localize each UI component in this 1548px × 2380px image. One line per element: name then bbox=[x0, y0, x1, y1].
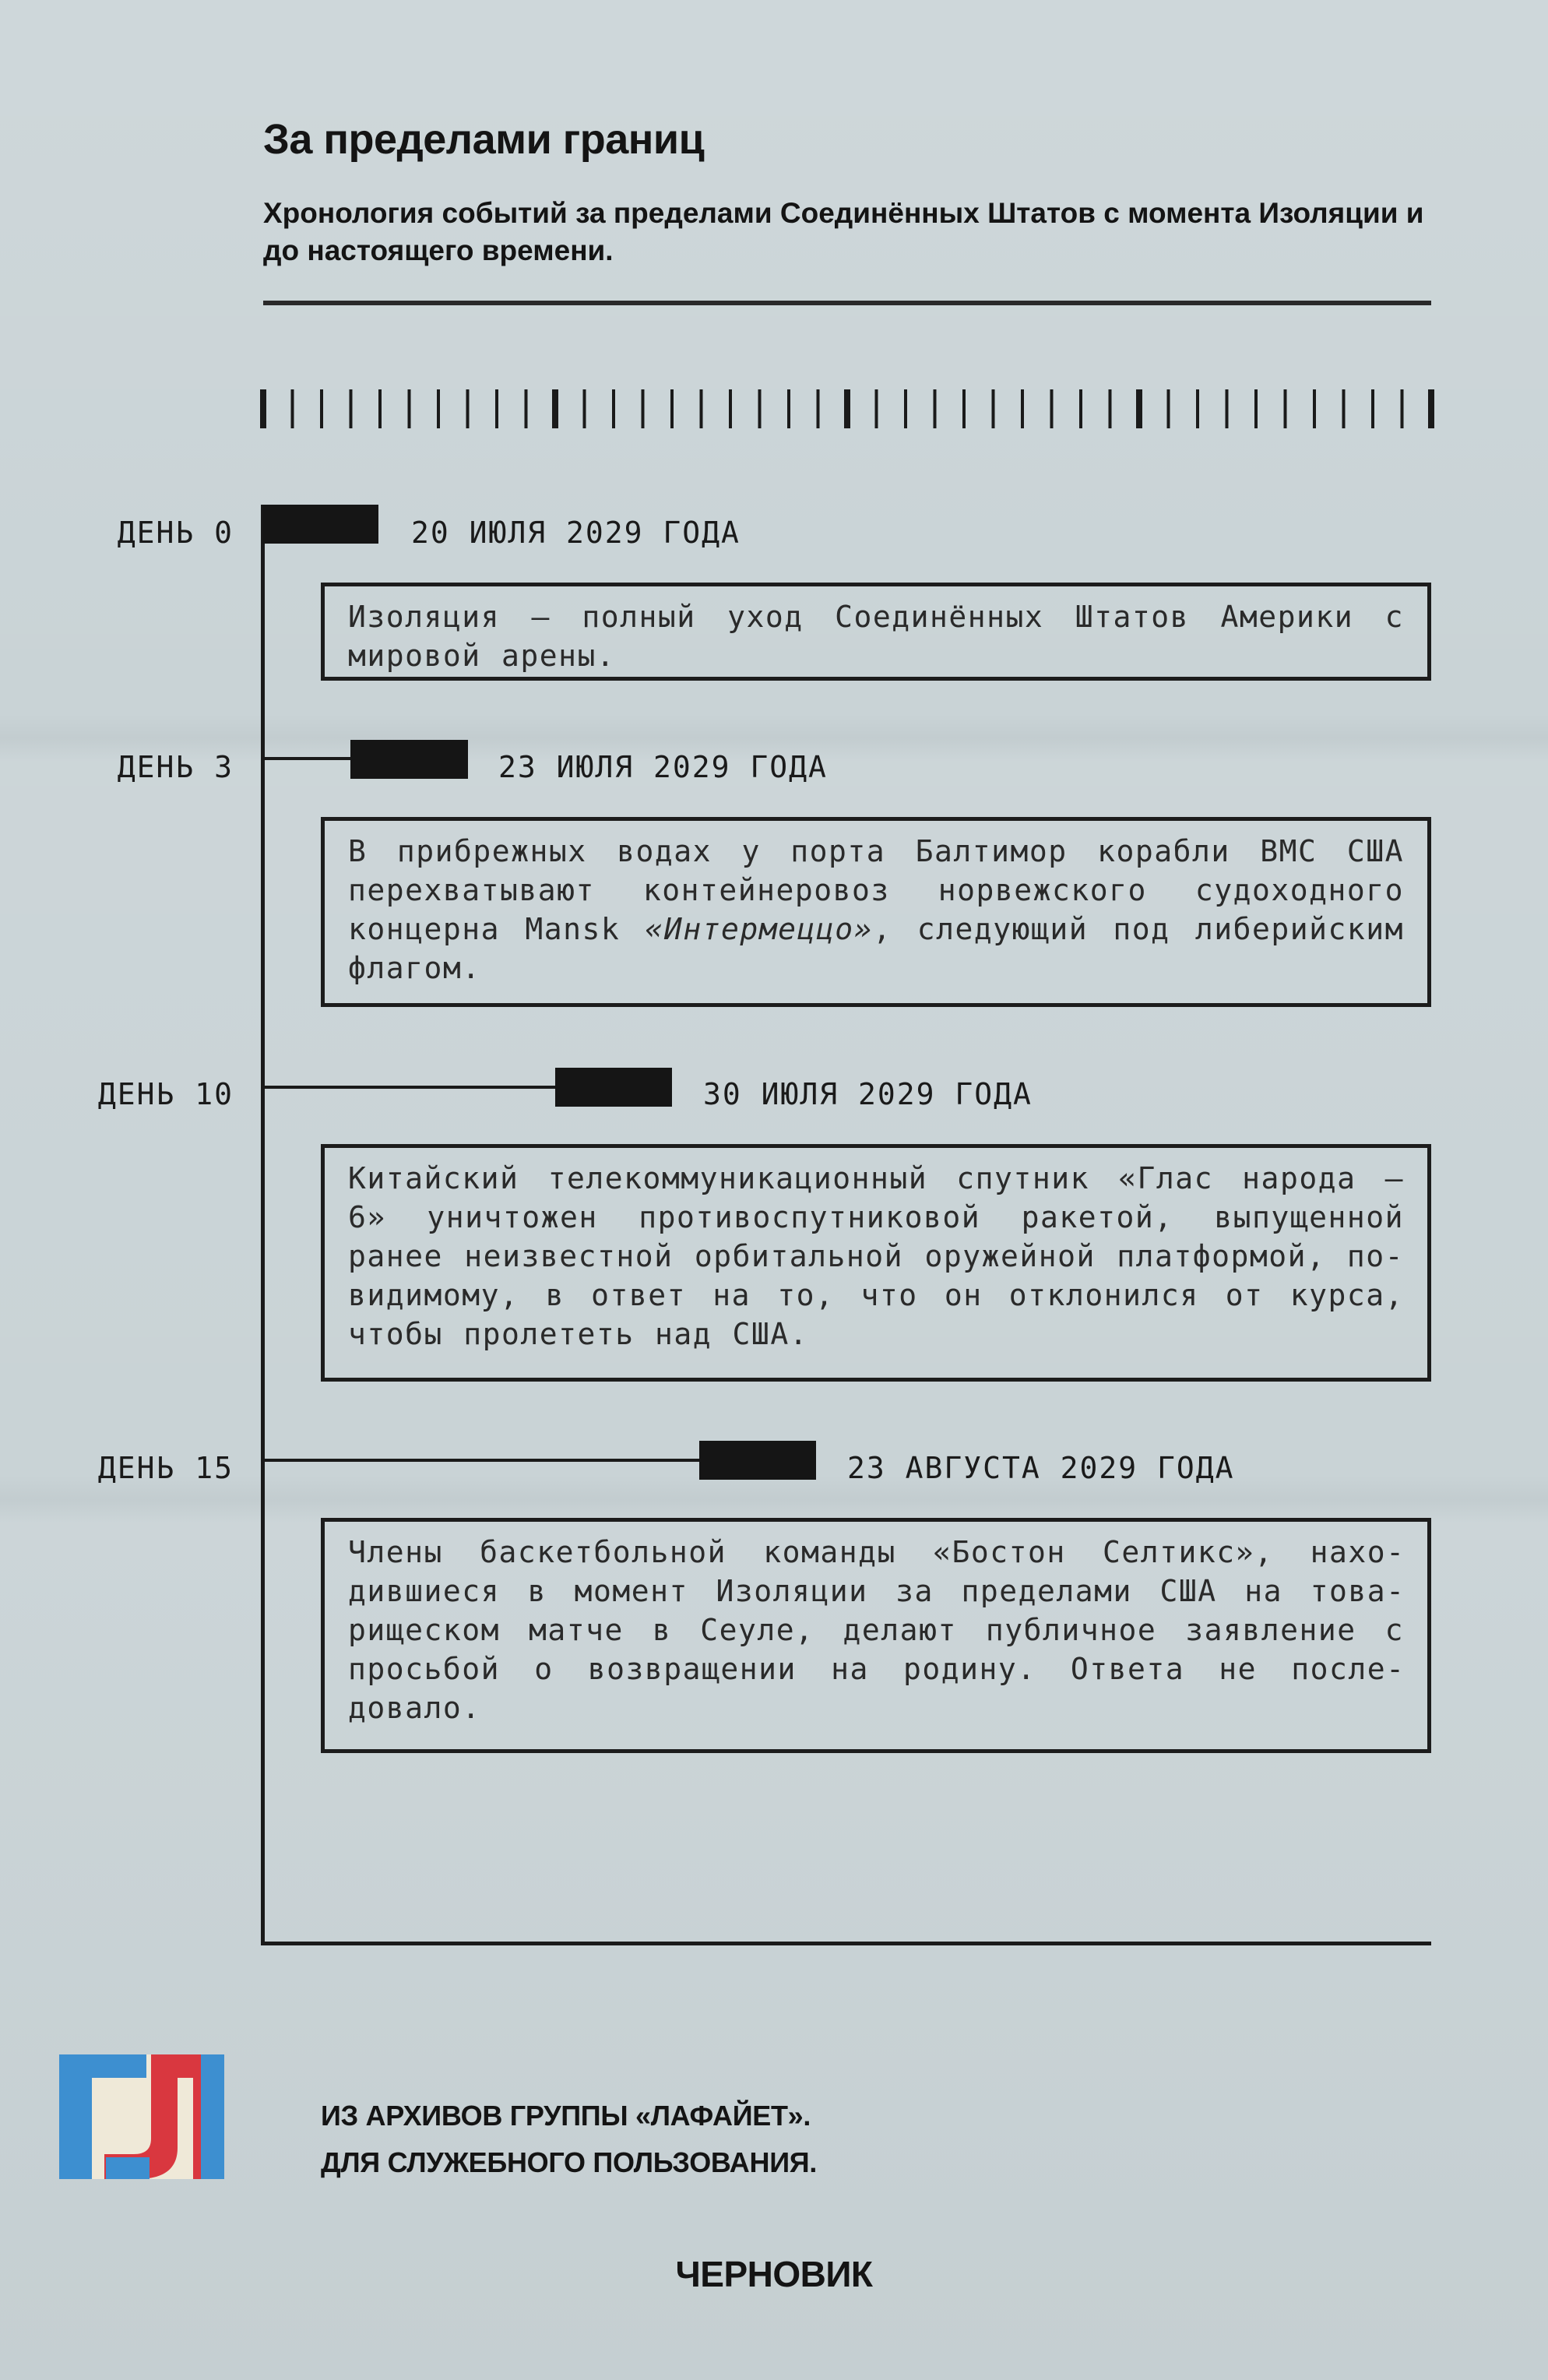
page-subtitle: Хронология событий за пределами Соединённых Штатов с момента Изоляции и до настоящего времени. bbox=[263, 197, 1424, 266]
day-label: ДЕНЬ 15 bbox=[97, 1451, 234, 1485]
event-marker bbox=[699, 1441, 816, 1480]
timeline-axis bbox=[261, 505, 265, 1945]
event-description: В прибрежных водах у порта Балтимор корабли ВМС США перехватывают контейнеровоз норвежского судоходного концерна Mansk «Интермеццо», следующий под либерийским флагом. bbox=[348, 834, 1404, 985]
page-title: За пределами границ bbox=[263, 116, 705, 163]
event-connector bbox=[262, 1459, 701, 1462]
event-connector bbox=[262, 1086, 557, 1089]
event-card bbox=[321, 583, 1431, 681]
day-label: ДЕНЬ 10 bbox=[97, 1077, 234, 1111]
lafayette-logo bbox=[59, 2054, 224, 2179]
day-label: ДЕНЬ 3 bbox=[117, 750, 234, 784]
event-date: 30 ИЮЛЯ 2029 ГОДА bbox=[703, 1077, 1033, 1111]
classification-line: ДЛЯ СЛУЖЕБНОГО ПОЛЬЗОВАНИЯ. bbox=[321, 2146, 818, 2178]
event-card bbox=[321, 1518, 1431, 1753]
event-marker bbox=[262, 505, 378, 544]
archive-line: ИЗ АРХИВОВ ГРУППЫ «ЛАФАЙЕТ». bbox=[321, 2100, 811, 2132]
event-marker bbox=[555, 1068, 672, 1107]
event-description: Члены баскетбольной команды «Бостон Селтикс», находившиеся в момент Изоляции за пределами США на товарищеском матче в Сеуле, делают публичное заявление с просьбой о возвращении на родину. Ответа не последовало. bbox=[348, 1535, 1404, 1725]
event-description: Изоляция – полный уход Соединённых Штатов Америки с мировой арены. bbox=[348, 600, 1404, 673]
event-card bbox=[321, 817, 1431, 1007]
day-label: ДЕНЬ 0 bbox=[117, 516, 234, 550]
event-date: 23 АВГУСТА 2029 ГОДА bbox=[847, 1451, 1235, 1485]
draft-stamp: ЧЕРНОВИК bbox=[675, 2254, 873, 2294]
event-date: 23 ИЮЛЯ 2029 ГОДА bbox=[498, 750, 828, 784]
event-date: 20 ИЮЛЯ 2029 ГОДА bbox=[411, 516, 741, 550]
event-description: Китайский телекоммуникационный спутник «Глас народа – 6» уничтожен противоспутниковой ракетой, выпущенной ранее неизвестной орбитальной оружейной платформой, по-видимому, в ответ на то, что он отклонился от курса, чтобы пролететь над США. bbox=[348, 1161, 1404, 1351]
timeline-bottom-rule bbox=[261, 1942, 1431, 1945]
event-marker bbox=[350, 740, 468, 779]
event-card bbox=[321, 1144, 1431, 1382]
event-connector bbox=[262, 757, 352, 760]
